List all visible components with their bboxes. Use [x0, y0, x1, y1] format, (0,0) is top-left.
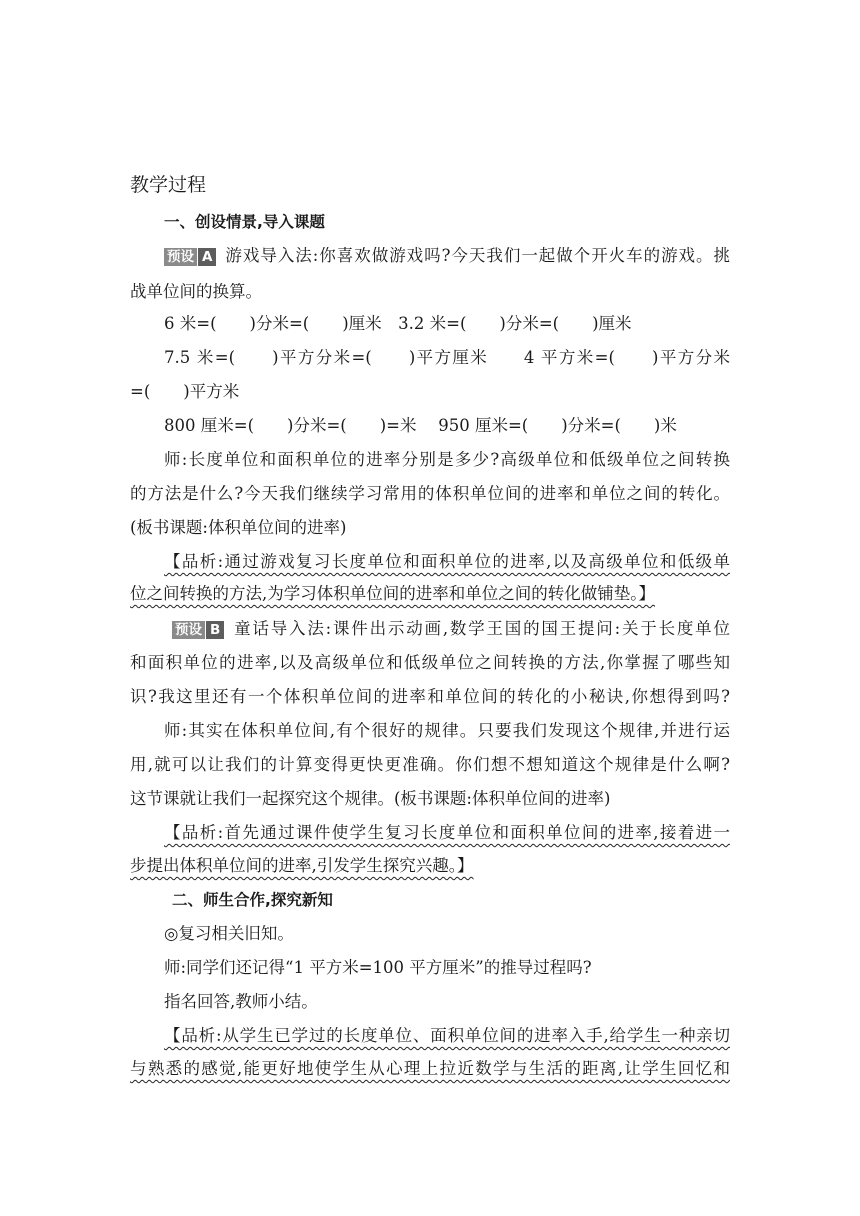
analysis1-line2: 位之间转换的方法,为学习体积单位间的进率和单位之间的转化做铺垫。】 [130, 584, 655, 603]
analysis1-line1: 【品析:通过游戏复习长度单位和面积单位的进率,以及高级单位和低级单 [164, 552, 730, 571]
section2-heading: 二、师生合作,探究新知 [172, 891, 333, 909]
teacher2-line3: 这节课就让我们一起探究这个规律。(板书课题:体积单位间的进率) [130, 789, 611, 808]
analysis2-line1: 【品析:首先通过课件使学生复习长度单位和面积单位间的进率,接着进一 [164, 823, 730, 842]
exercise-row1: 6 米=( )分米=( )厘米 3.2 米=( )分米=( )厘米 [164, 314, 632, 333]
teacher1-line3: (板书课题:体积单位间的进率) [130, 518, 347, 537]
section1-heading: 一、创设情景,导入课题 [164, 213, 325, 231]
exercise-row2: 7.5 米=( )平方分米=( )平方厘米 4 平方米=( )平方分米 [164, 348, 730, 367]
teacher2-line1: 师:其实在体积单位间,有个很好的规律。只要我们发现这个规律,并进行运 [164, 721, 730, 740]
analysis3-line1: 【品析:从学生已学过的长度单位、面积单位间的进率入手,给学生一种亲切 [164, 1026, 730, 1045]
teacher1-line1: 师:长度单位和面积单位的进率分别是多少?高级单位和低级单位之间转换 [164, 450, 730, 469]
answer-line: 指名回答,教师小结。 [164, 992, 318, 1011]
review-line: ◎复习相关旧知。 [164, 924, 294, 943]
analysis3-line2: 与熟悉的感觉,能更好地使学生从心理上拉近数学与生活的距离,让学生回忆和 [130, 1059, 730, 1078]
teacher1-line2: 的方法是什么?今天我们继续学习常用的体积单位间的进率和单位之间的转化。 [130, 484, 730, 503]
presetB-line2: 和面积单位的进率,以及高级单位和低级单位之间转换的方法,你掌握了哪些知 [130, 653, 730, 672]
presetA-line1: 预设 A 游戏导入法:你喜欢做游戏吗?今天我们一起做个开火车的游戏。挑 [164, 245, 730, 267]
page-title: 教学过程 [130, 174, 207, 196]
exercise-row3: =( )平方米 [130, 382, 240, 401]
presetB-line1: 预设 B 童话导入法:课件出示动画,数学王国的国王提问:关于长度单位 [172, 618, 730, 640]
analysis2-line2: 步提出体积单位间的进率,引发学生探究兴趣。】 [130, 856, 474, 875]
presetA-line2: 战单位间的换算。 [130, 282, 262, 301]
exercise-row4: 800 厘米=( )分米=( )=米 950 厘米=( )分米=( )米 [164, 416, 677, 435]
preset-b-badge: 预设 B [172, 621, 224, 639]
teacher-question: 师:同学们还记得“1 平方米=100 平方厘米”的推导过程吗? [164, 958, 592, 977]
preset-a-badge: 预设 A [164, 248, 216, 266]
teacher2-line2: 用,就可以让我们的计算变得更快更准确。你们想不想知道这个规律是什么啊? [130, 755, 730, 774]
presetB-line3: 识?我这里还有一个体积单位间的进率和单位间的转化的小秘诀,你想得到吗? [130, 687, 730, 706]
